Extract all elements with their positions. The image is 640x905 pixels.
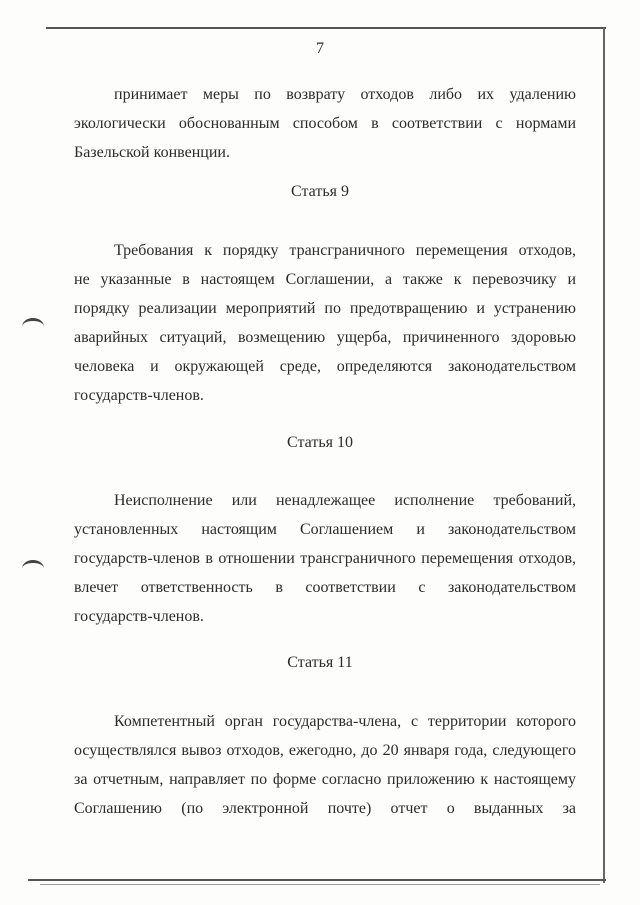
text-line: Неисполнение или ненадлежащее исполнение требований, — [114, 492, 576, 509]
paragraph-continuation — [74, 80, 576, 167]
scan-border-bottom-inner — [40, 884, 600, 885]
text-line: Компетентный орган государства-члена, с территории которого — [114, 713, 576, 730]
scan-border-right — [603, 28, 605, 883]
text-line: государств-членов. — [74, 608, 204, 625]
text-line: не указанные в настоящем Соглашении, а также к перевозчику и — [74, 271, 576, 288]
text-line: человека и окружающей среде, определяются законодательством — [74, 358, 576, 375]
text-line: государств-членов в отношении трансграничного перемещения отходов, — [74, 550, 576, 567]
text-line: за отчетным, направляет по форме согласно приложению к настоящему — [74, 771, 576, 788]
text-line: государств-членов. — [74, 387, 204, 404]
scan-border-top — [46, 27, 606, 29]
text-line: принимает меры по возврату отходов либо их удалению — [114, 86, 576, 103]
text-line: Соглашению (по электронной почте) отчет о выданных за — [74, 800, 576, 817]
text-line: влечет ответственность в соответствии с законодательством — [74, 579, 576, 596]
text-line: экологически обоснованным способом в соответствии с нормами — [74, 115, 576, 132]
article-9-heading: Статья 9 — [291, 183, 349, 200]
text-line: Требования к порядку трансграничного перемещения отходов, — [114, 242, 576, 259]
text-line: порядку реализации мероприятий по предотвращению и устранению — [74, 300, 576, 317]
text-line: Базельской конвенции. — [74, 144, 230, 161]
article-11-heading: Статья 11 — [287, 654, 353, 671]
article-10-body — [74, 486, 576, 631]
text-line: осуществлялся вывоз отходов, ежегодно, до 20 января года, следующего — [74, 742, 576, 759]
article-11-body — [74, 707, 576, 823]
page-number: 7 — [316, 40, 324, 57]
punch-hole-mark — [22, 560, 44, 577]
punch-hole-mark — [22, 318, 44, 335]
article-10-heading: Статья 10 — [287, 434, 353, 451]
text-line: установленных настоящим Соглашением и законодательством — [74, 521, 576, 538]
text-line: аварийных ситуаций, возмещению ущерба, причиненного здоровью — [74, 329, 576, 346]
article-9-body — [74, 236, 576, 410]
scan-border-bottom — [28, 879, 606, 881]
